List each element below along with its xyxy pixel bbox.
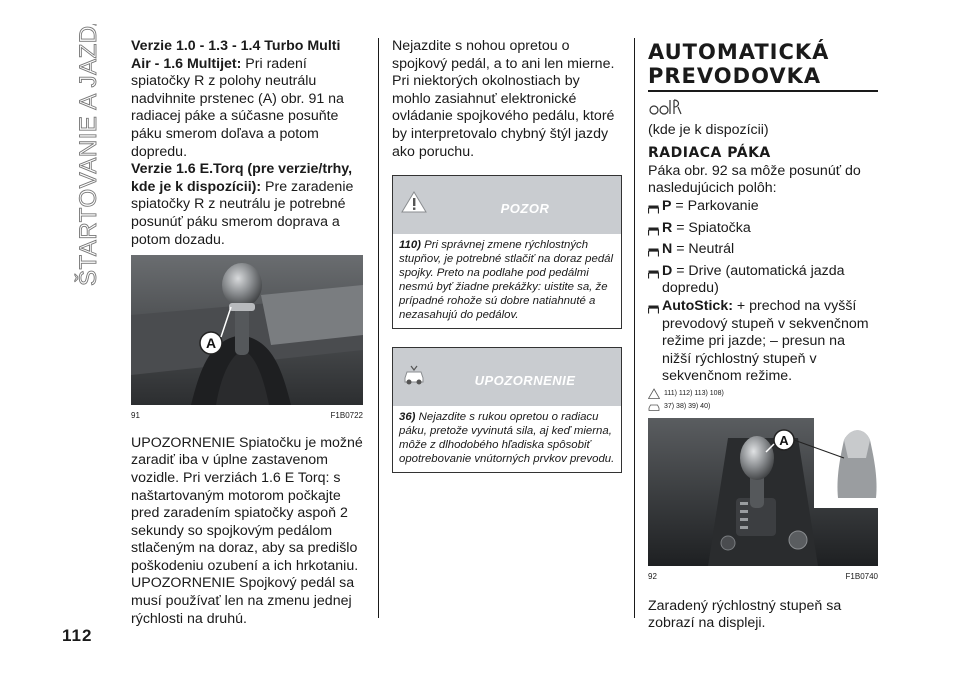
lever-intro: Páka obr. 92 sa môže posunúť do nasledujúcich polôh: [648, 162, 861, 197]
figure-callout-a: A [205, 335, 217, 352]
heading-versions-2: Verzie 1.6 E.Torq (pre verzie/trhy, kde je k dispozícii): [131, 161, 353, 195]
figure-caption [648, 568, 878, 586]
position-desc: = Spiatočka [672, 219, 751, 236]
caution-title: POZOR [500, 201, 550, 217]
notice-header [393, 348, 621, 406]
figure-number: 91 [131, 411, 140, 421]
notice-refs: 37) 38) 39) 40) [664, 402, 711, 410]
heading-versions-1: Verzie 1.0 - 1.3 - 1.4 Turbo Multi Air - 1.6 Multijet: [131, 38, 341, 72]
paragraph-manual-reverse [131, 38, 363, 161]
list-item [648, 263, 878, 298]
paragraph-etorq-reverse [131, 161, 363, 249]
caution-body [393, 234, 621, 328]
subsection-title: RADIACA PÁKA [648, 145, 771, 162]
caution-text: Pri správnej zmene rýchlostných stupňov, je potrebné stlačiť na doraz pedál spojky. Preto na podlahe pod pedálmi nesmú byť žiadne prekážky: uistite sa, že prípadné rohože sú dobre natiahnuté a nezasahujú do pedálov. [399, 239, 614, 322]
notice-box [392, 347, 622, 473]
figure-code: F1B0722 [330, 411, 363, 421]
availability-row [648, 98, 878, 139]
availability-note: (kde je k dispozícii) [648, 121, 769, 138]
figure-callout-a: A [779, 432, 789, 448]
section-title [648, 40, 878, 92]
column-2 [392, 38, 622, 473]
section-title-line-2: PREVODOVKA [648, 64, 822, 88]
column-3 [648, 38, 878, 633]
paragraph-text: Pre zaradenie spiatočky R z neutrálu je potrebné posunúť páku smerom doprava a potom dozadu. [131, 178, 354, 248]
gear-position-list [648, 198, 878, 386]
position-key: R [662, 219, 673, 236]
version-bullet-icon [648, 202, 662, 220]
side-title-text: ŠTARTOVANIE A JAZDA [75, 24, 102, 286]
caution-header [393, 176, 621, 234]
figure-number: 92 [648, 571, 657, 581]
gear-lever-photo [131, 255, 363, 405]
list-item [648, 241, 878, 263]
list-item [648, 298, 878, 386]
column-divider-2 [634, 38, 635, 618]
car-damage-icon [648, 401, 660, 412]
side-title-svg [68, 24, 108, 289]
paragraph-clutch-note: UPOZORNENIE Spojkový pedál sa musí používať len na zmenu jednej rýchlosti na druhú. [131, 575, 355, 627]
version-icon [648, 104, 688, 120]
display-note: Zaradený rýchlostný stupeň sa zobrazí na displeji. [648, 597, 842, 632]
list-item [648, 220, 878, 242]
position-key: AutoStick: [662, 297, 733, 314]
list-item [648, 198, 878, 220]
notice-ref: 36) [399, 411, 416, 424]
automatic-lever-photo [648, 418, 878, 566]
position-desc: = Parkovanie [671, 197, 759, 214]
position-key: D [662, 262, 673, 279]
figure-caption [131, 407, 363, 425]
position-key: P [662, 197, 672, 214]
paragraph-reverse-note: UPOZORNENIE Spiatočku je možné zaradiť iba v úplne zastavenom vozidle. Pri verziách 1.6 E Torq: s naštartovaným motorom počkajte pred zaradením spiatočky aspoň 2 sekundy so spojkovým pedálom stlačeným na doraz, aby sa predišlo poškodeniu ozubení a ich hrkotaniu. [131, 434, 363, 574]
paragraph-text: Pri radení spiatočky R z polohy neutrálu nadvihnite prstenec (A) obr. 91 na radiacej páke a súčasne posuňte páku smerom doľava a potom dopredu. [131, 55, 344, 160]
position-desc: + prechod na vyšší prevodový stupeň v sekvenčnom režime pri jazde; – presun na nižší rýchlostný stupeň v sekvenčnom režime. [662, 297, 869, 385]
notice-body [393, 406, 621, 472]
notice-title: UPOZORNENIE [474, 373, 576, 389]
warning-refs: 111) 112) 113) 108) [664, 389, 724, 397]
caution-ref: 110) [399, 239, 421, 252]
version-bullet-icon [648, 245, 662, 263]
figure-code: F1B0740 [845, 571, 878, 581]
caution-box [392, 175, 622, 329]
warning-refs-row [648, 388, 878, 399]
position-desc: = Neutrál [672, 241, 735, 258]
page-number: 112 [62, 626, 93, 645]
notice-text: Nejazdite s rukou opretou o radiacu páku, pretože vyvinutá sila, aj keď mierna, môže z dlhodobého hľadiska spôsobiť opotrebovanie vnútorných prvkov prevodu. [399, 411, 615, 466]
figure-91 [131, 255, 363, 425]
position-key: N [662, 241, 673, 258]
paragraph-clutch-intro: Nejazdite s nohou opretou o spojkový pedál, a to ani len mierne. Pri niektorých okolnostiach by mohlo zasiahnuť elektronické ovládanie spojkového pedálu, ktoré by interpretovalo chybný štýl jazdy ako poruchu. [392, 38, 615, 160]
position-desc: = Drive (automatická jazda dopredu) [662, 262, 845, 297]
column-1 [131, 38, 363, 628]
version-bullet-icon [648, 267, 662, 285]
section-title-line-1: AUTOMATICKÁ [648, 40, 830, 64]
figure-92 [648, 418, 878, 586]
notice-refs-row [648, 401, 878, 412]
version-bullet-icon [648, 302, 662, 320]
column-divider-1 [378, 38, 379, 618]
section-side-title [68, 24, 108, 289]
warning-triangle-icon [648, 388, 660, 399]
version-bullet-icon [648, 224, 662, 242]
